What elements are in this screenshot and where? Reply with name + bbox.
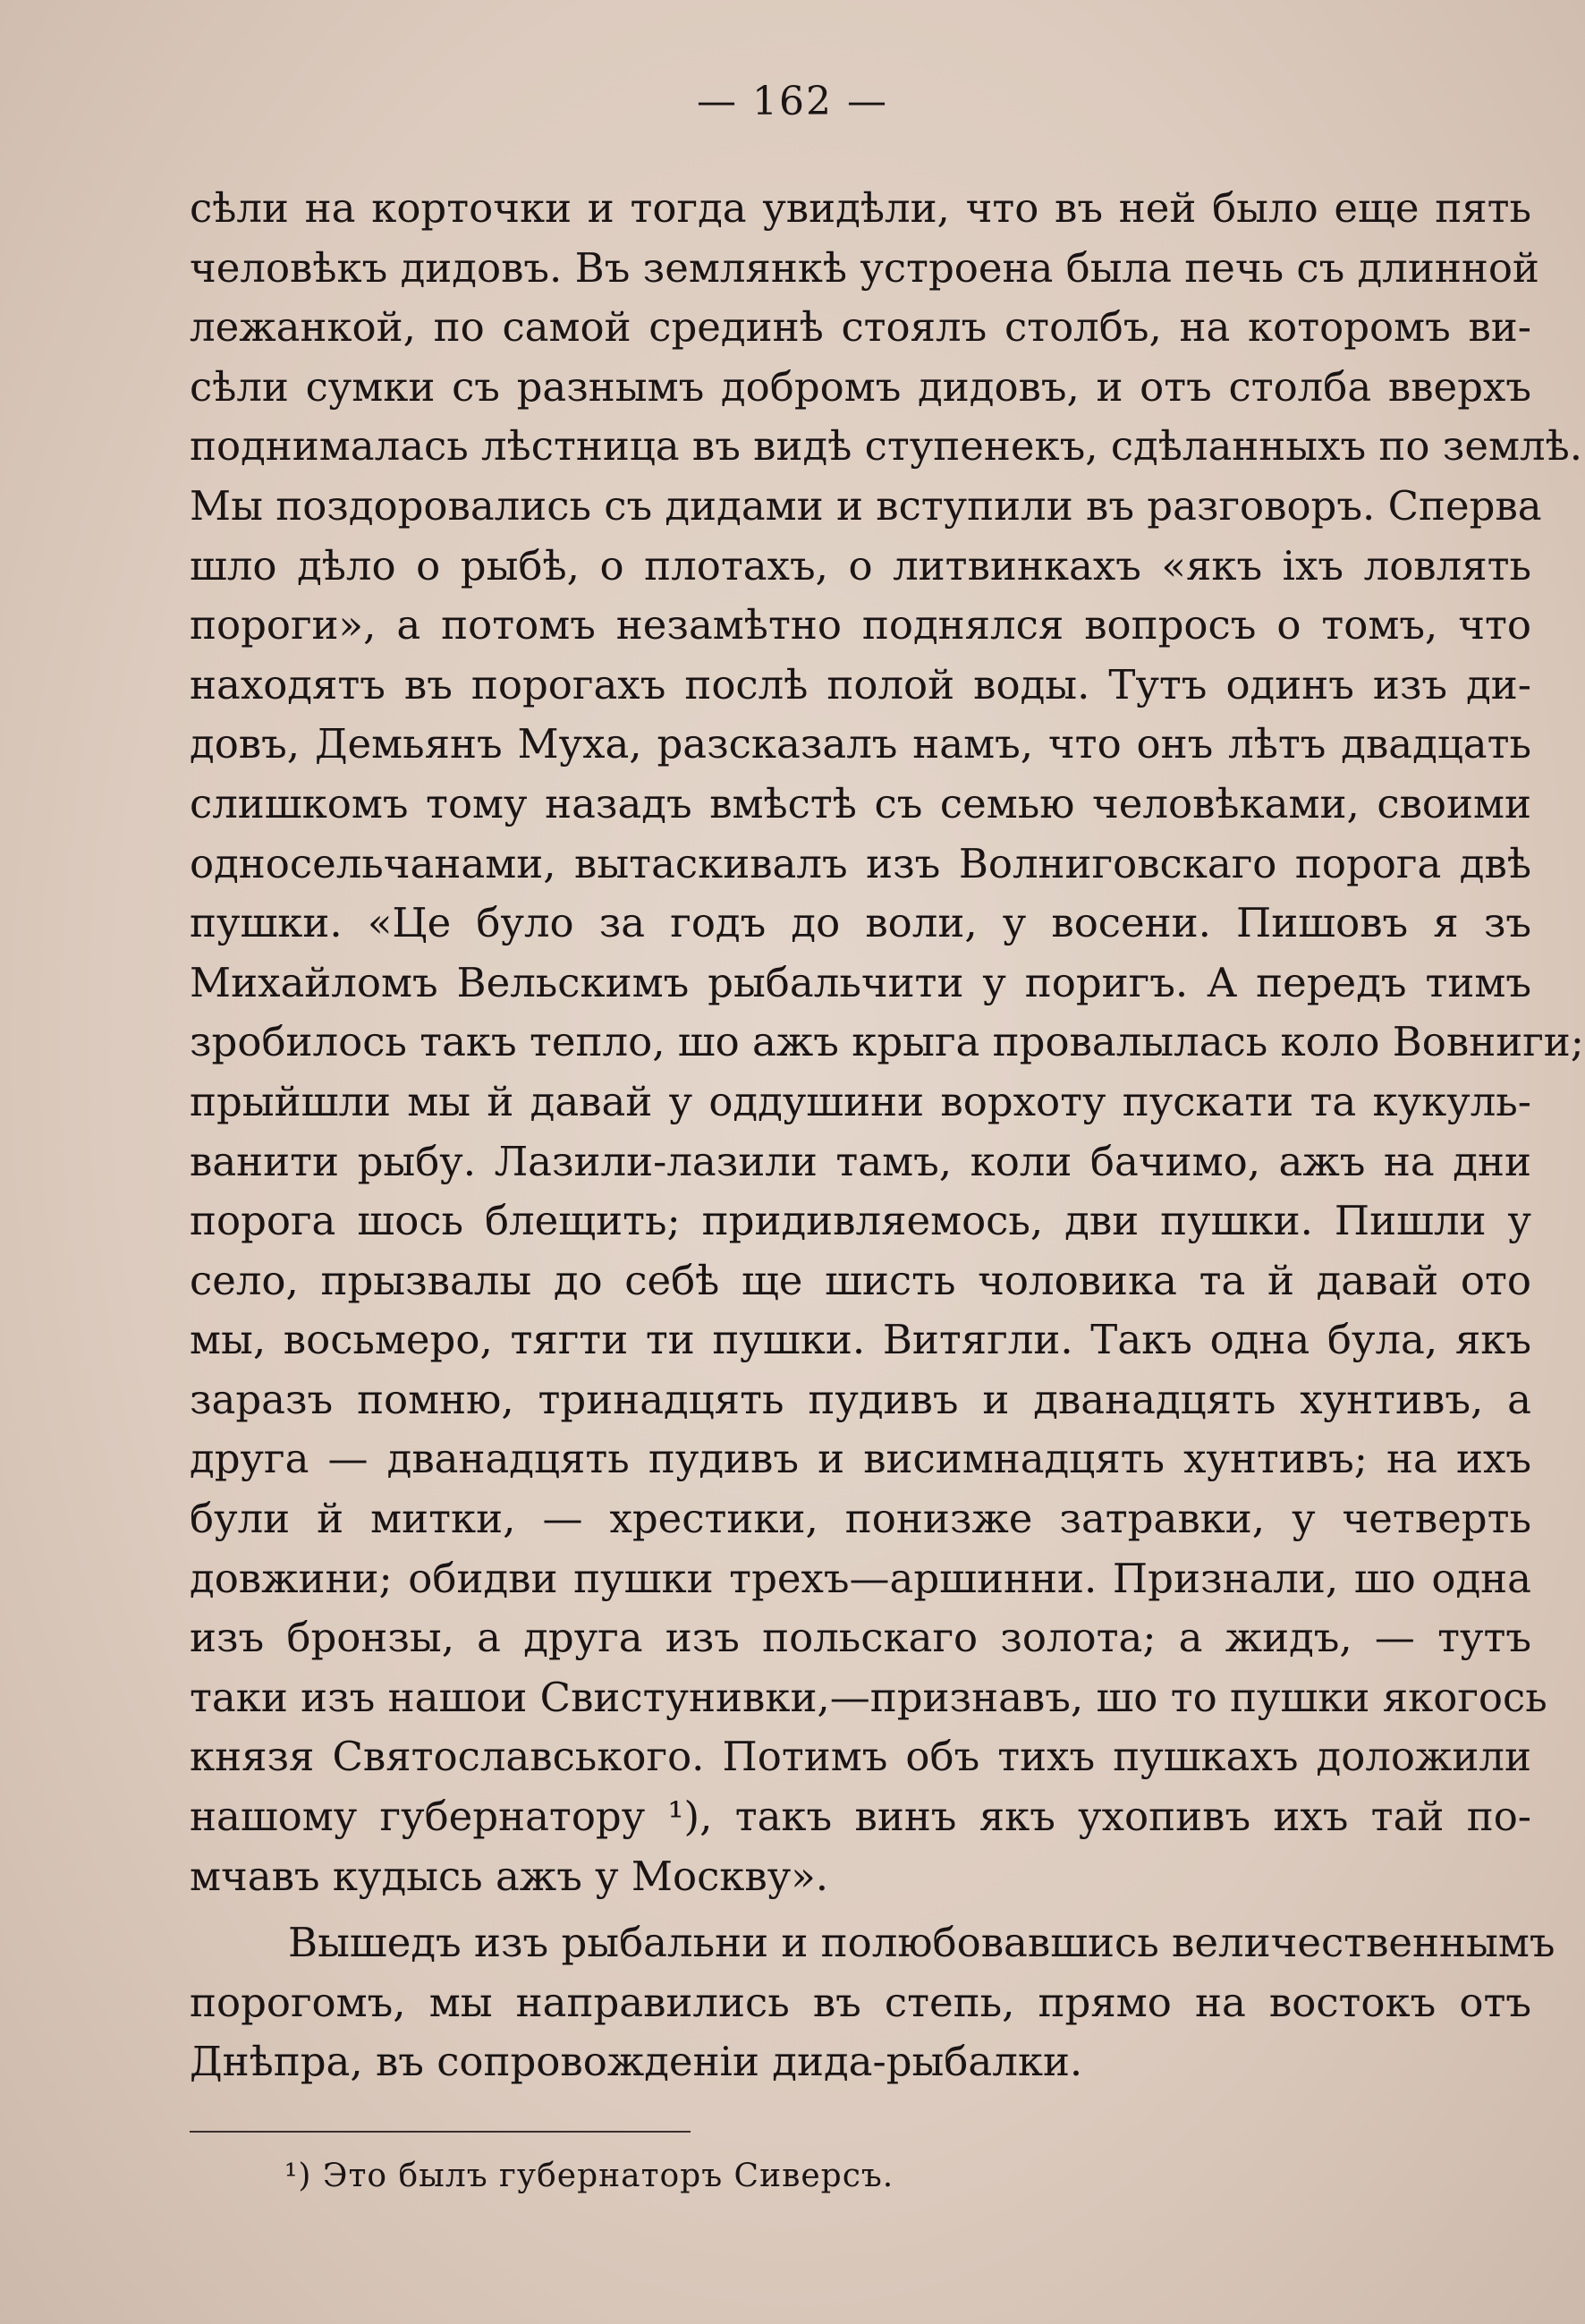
text-line: були й митки, — хрестики, понизже затравки, у четверть <box>190 1495 1531 1543</box>
text-line: нашому губернатору ¹), такъ винъ якъ ухопивъ ихъ тай по- <box>190 1793 1531 1841</box>
page-number: — 162 — <box>697 79 888 124</box>
paragraph-2 <box>190 1913 1555 2092</box>
paragraph-gap <box>190 1906 1531 1913</box>
text-line: мы, восьмеро, тягти ти пушки. Витягли. Такъ одна була, якъ <box>190 1316 1531 1364</box>
text-line: село, прызвалы до себѣ ще шисть чоловика та й давай ото <box>190 1256 1531 1304</box>
text-line: князя Святославського. Потимъ объ тихъ пушкахъ доложили <box>190 1733 1531 1781</box>
text-line: порогомъ, мы направились въ степь, прямо на востокъ отъ <box>190 1978 1531 2026</box>
text-line: пушки. «Це було за годъ до воли, у восени. Пишовъ я зъ <box>190 899 1531 947</box>
text-line: Михайломъ Вельскимъ рыбальчити у поригъ. А передъ тимъ <box>190 958 1531 1006</box>
text-line: сѣли на корточки и тогда увидѣли, что въ ней было еще пять <box>190 184 1531 232</box>
text-line: заразъ помню, тринадцять пудивъ и дванадцять хунтивъ, а <box>190 1375 1531 1423</box>
text-line: человѣкъ дидовъ. Въ землянкѣ устроена была печь съ длинной <box>190 243 1539 292</box>
footnote: ¹) Это былъ губернаторъ Сиверсъ. <box>284 2158 894 2194</box>
text-line: Днѣпра, въ сопровожденіи дида-рыбалки. <box>190 2038 1083 2086</box>
text-line: находятъ въ порогахъ послѣ полой воды. Тутъ одинъ изъ ди- <box>190 660 1531 708</box>
text-line: друга — дванадцять пудивъ и висимнадцять хунтивъ; на ихъ <box>190 1435 1531 1483</box>
text-line: Мы поздоровались съ дидами и вступили въ разговоръ. Сперва <box>190 481 1542 530</box>
text-line: таки изъ нашои Свистунивки,—признавъ, шо то пушки якогось <box>190 1673 1547 1721</box>
text-line: шло дѣло о рыбѣ, о плотахъ, о литвинкахъ «якъ іхъ ловлять <box>190 541 1531 589</box>
text-line: довъ, Демьянъ Муха, разсказалъ намъ, что онъ лѣтъ двадцать <box>190 720 1531 768</box>
text-line: ванити рыбу. Лазили-лазили тамъ, коли бачимо, ажъ на дни <box>190 1137 1531 1185</box>
text-line: Вышедъ изъ рыбальни и полюбовавшись величественнымъ <box>288 1919 1555 1967</box>
text-line: сѣли сумки съ разнымъ добромъ дидовъ, и отъ столба вверхъ <box>190 362 1531 411</box>
text-line: изъ бронзы, а друга изъ польскаго золота; а жидъ, — тутъ <box>190 1614 1531 1662</box>
text-line: лежанкой, по самой срединѣ стоялъ столбъ, на которомъ ви- <box>190 303 1531 352</box>
text-line: мчавъ кудысь ажъ у Москву». <box>190 1852 829 1900</box>
text-line: односельчанами, вытаскивалъ изъ Волниговскаго порога двѣ <box>190 839 1531 887</box>
text-line: довжини; обидви пушки трехъ—аршинни. Признали, шо одна <box>190 1554 1531 1602</box>
paragraph-1 <box>190 179 1584 1906</box>
text-line: слишкомъ тому назадъ вмѣстѣ съ семью человѣками, своими <box>190 779 1531 827</box>
body-text <box>190 179 1584 2092</box>
text-line: зробилось такъ тепло, шо ажъ крыга провалылась коло Вовниги; <box>190 1018 1584 1066</box>
text-line: прыйшли мы й давай у оддушини ворхоту пускати та кукуль- <box>190 1077 1531 1125</box>
footnote-separator <box>190 2131 691 2133</box>
text-line: пороги», а потомъ незамѣтно поднялся вопросъ о томъ, что <box>190 601 1531 649</box>
text-line: порога шось блещить; придивляемось, дви пушки. Пишли у <box>190 1197 1531 1245</box>
text-line: поднималась лѣстница въ видѣ ступенекъ, сдѣланныхъ по землѣ. <box>190 422 1583 471</box>
